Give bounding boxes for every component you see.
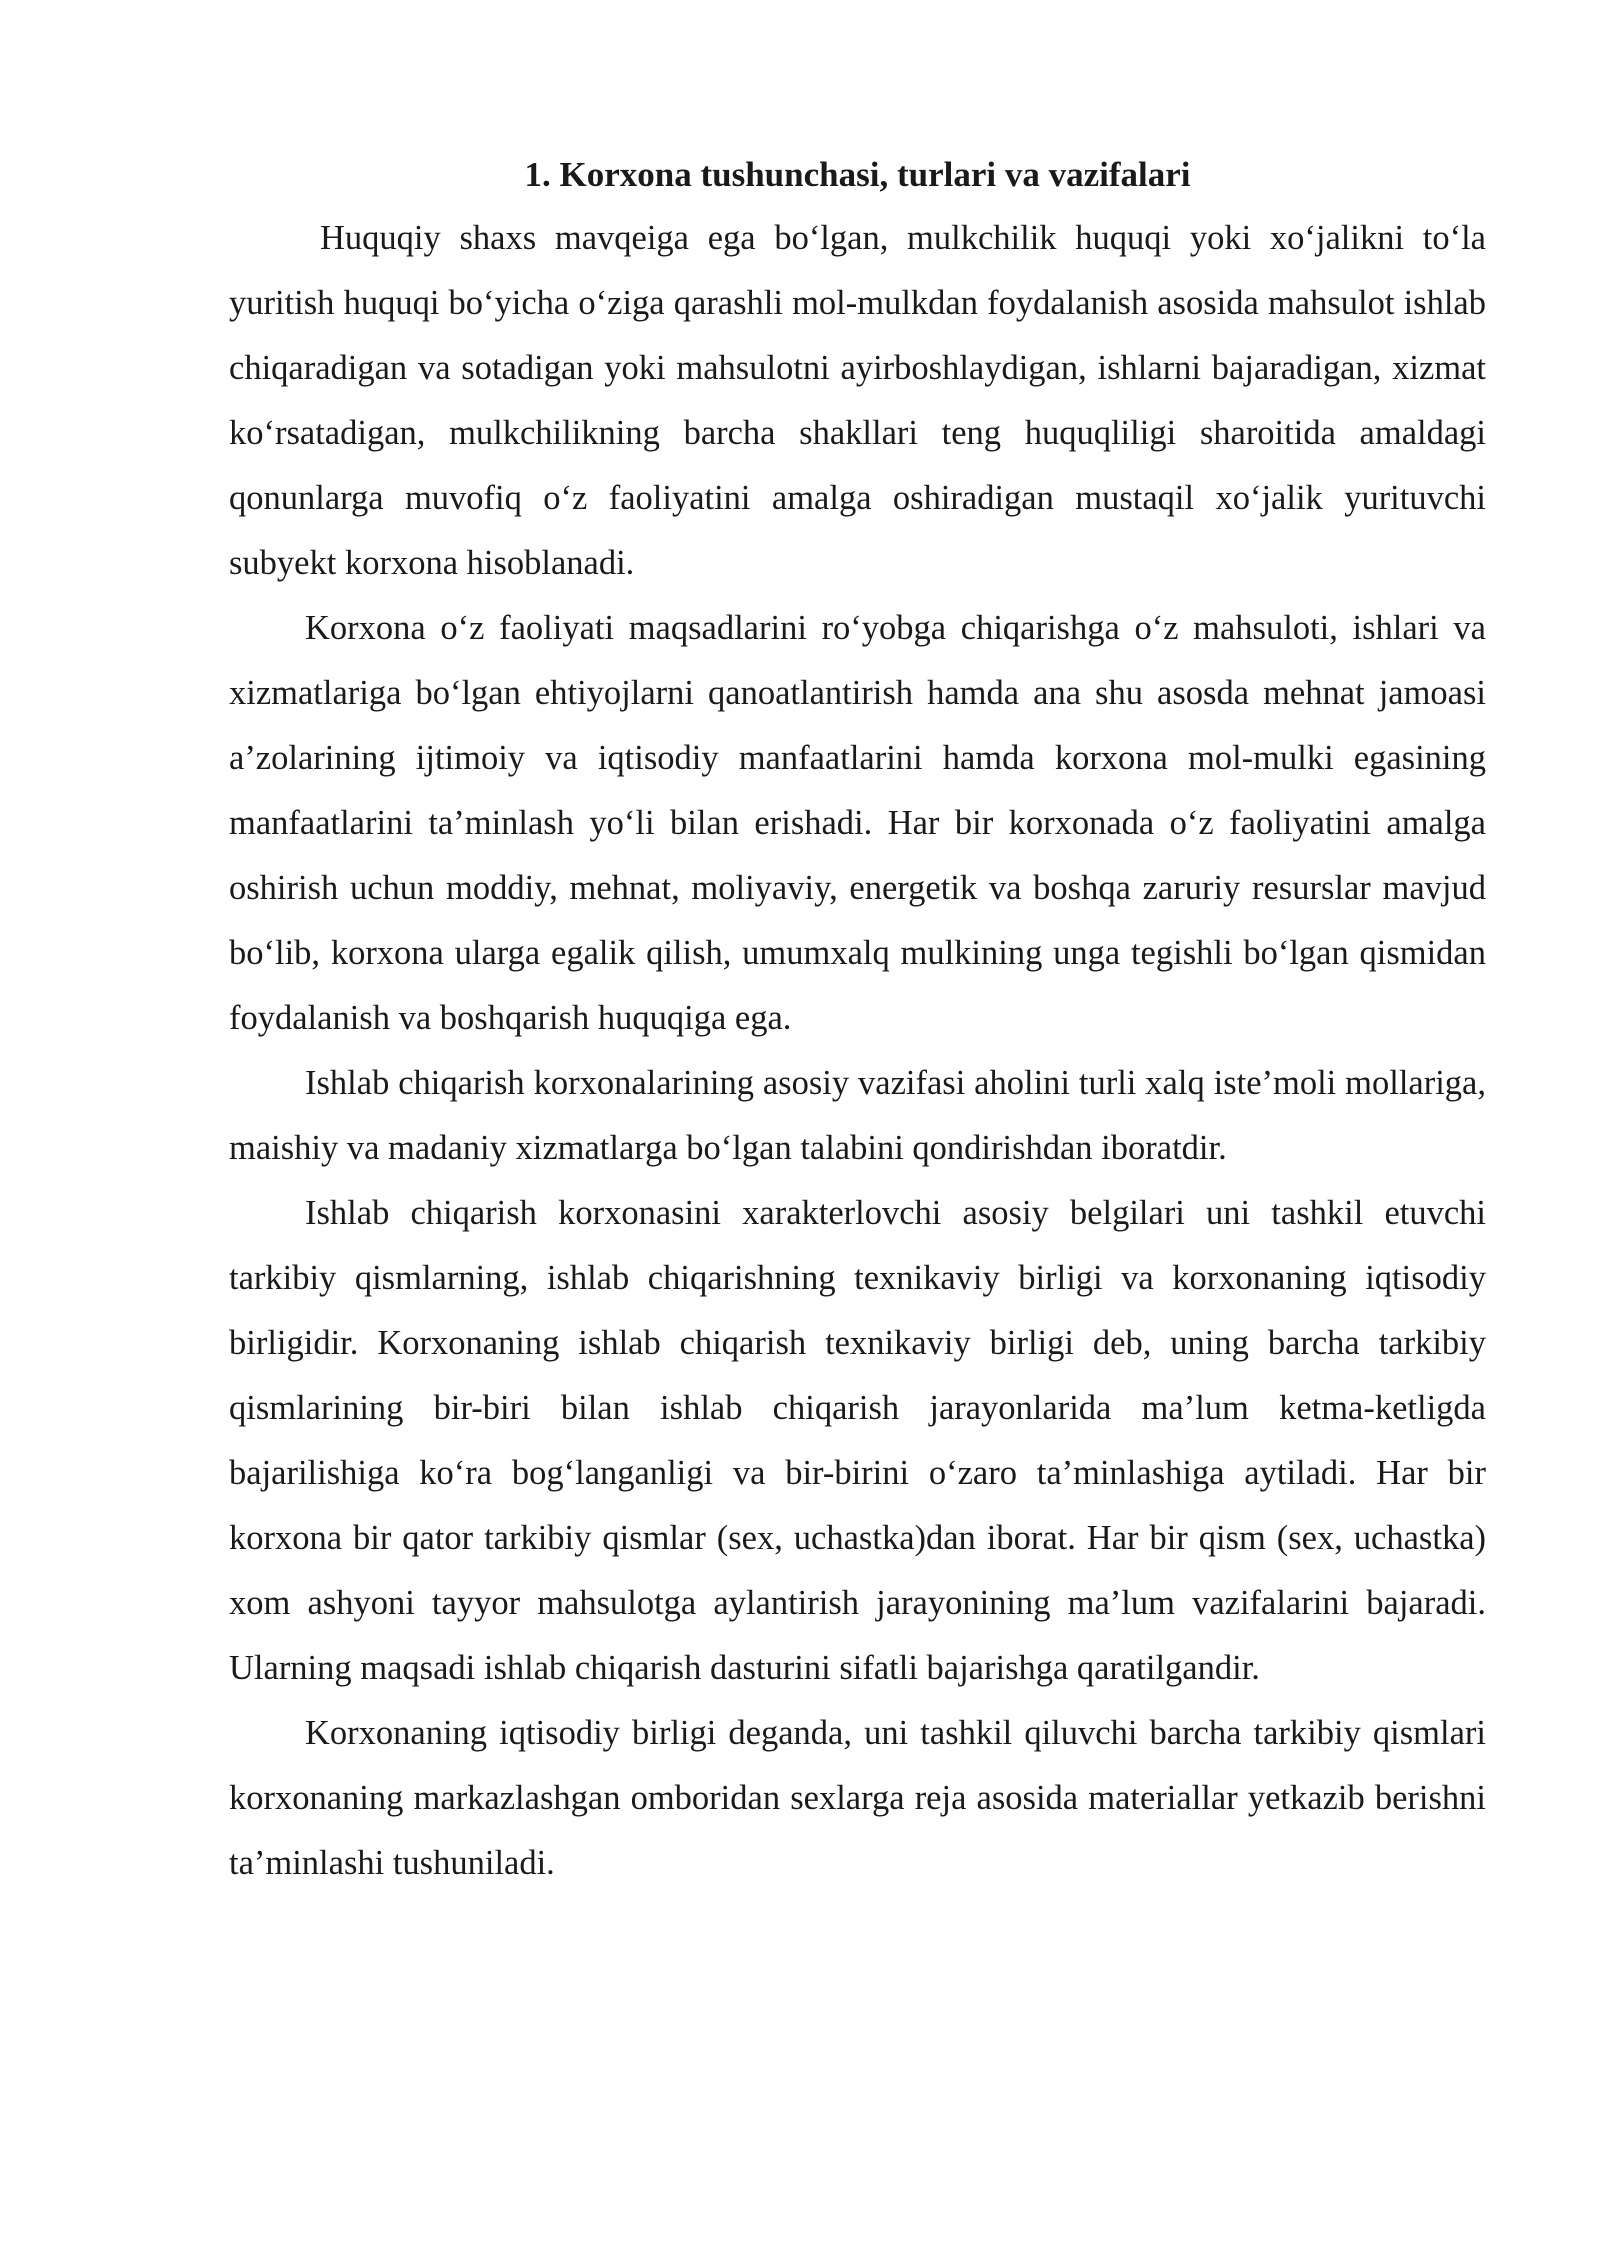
paragraph-5: Korxonaning iqtisodiy birligi deganda, uni tashkil qiluvchi barcha tarkibiy qismlari korxonaning markazlashgan omboridan sexlarga reja asosida materiallar yetkazib berishni ta’minlashi tushuniladi. — [229, 1714, 1486, 1882]
paragraph-2: Korxona o‘z faoliyati maqsadlarini ro‘yobga chiqarishga o‘z mahsuloti, ishlari va xizmatlariga bo‘lgan ehtiyojlarni qanoatlantirish hamda ana shu asosda mehnat jamoasi a’zolarining ijtimoiy va iqtisodiy manfaatlarini hamda korxona mol-mulki egasining manfaatlarini ta’minlash yo‘li bilan erishadi. Har bir korxonada o‘z faoliyatini amalga oshirish uchun moddiy, mehnat, moliyaviy, energetik va boshqa zaruriy resurslar mavjud bo‘lib, korxona ularga egalik qilish, umumxalq mulkining unga tegishli bo‘lgan qismidan foydalanish va boshqarish huquqiga ega. — [229, 609, 1486, 1037]
document-body — [229, 150, 1486, 1896]
page-title: 1. Korxona tushunchasi, turlari va vazifalari — [524, 155, 1191, 194]
paragraph-4: Ishlab chiqarish korxonasini xarakterlovchi asosiy belgilari uni tashkil etuvchi tarkibiy qismlarning, ishlab chiqarishning texnikaviy birligi va korxonaning iqtisodiy birligidir. Korxonaning ishlab chiqarish texnikaviy birligi deb, uning barcha tarkibiy qismlarining bir-biri bilan ishlab chiqarish jarayonlarida ma’lum ketma-ketligda bajarilishiga ko‘ra bog‘langanligi va bir-birini o‘zaro ta’minlashiga aytiladi. Har bir korxona bir qator tarkibiy qismlar (sex, uchastka)dan iborat. Har bir qism (sex, uchastka) xom ashyoni tayyor mahsulotga aylantirish jarayonining ma’lum vazifalarini bajaradi. Ularning maqsadi ishlab chiqarish dasturini sifatli bajarishga qaratilgandir. — [229, 1194, 1486, 1687]
paragraph-3: Ishlab chiqarish korxonalarining asosiy vazifasi aholini turli xalq iste’moli mollariga, maishiy va madaniy xizmatlarga bo‘lgan talabini qondirishdan iboratdir. — [229, 1064, 1486, 1167]
paragraph-1: Huquqiy shaxs mavqeiga ega bo‘lgan, mulkchilik huquqi yoki xo‘jalikni to‘la yuritish huquqi bo‘yicha o‘ziga qarashli mol-mulkdan foydalanish asosida mahsulot ishlab chiqaradigan va sotadigan yoki mahsulotni ayirboshlaydigan, ishlarni bajaradigan, xizmat ko‘rsatadigan, mulkchilikning barcha shakllari teng huquqliligi sharoitida amaldagi qonunlarga muvofiq o‘z faoliyatini amalga oshiradigan mustaqil xo‘jalik yurituvchi subyekt korxona hisoblanadi. — [229, 219, 1486, 582]
